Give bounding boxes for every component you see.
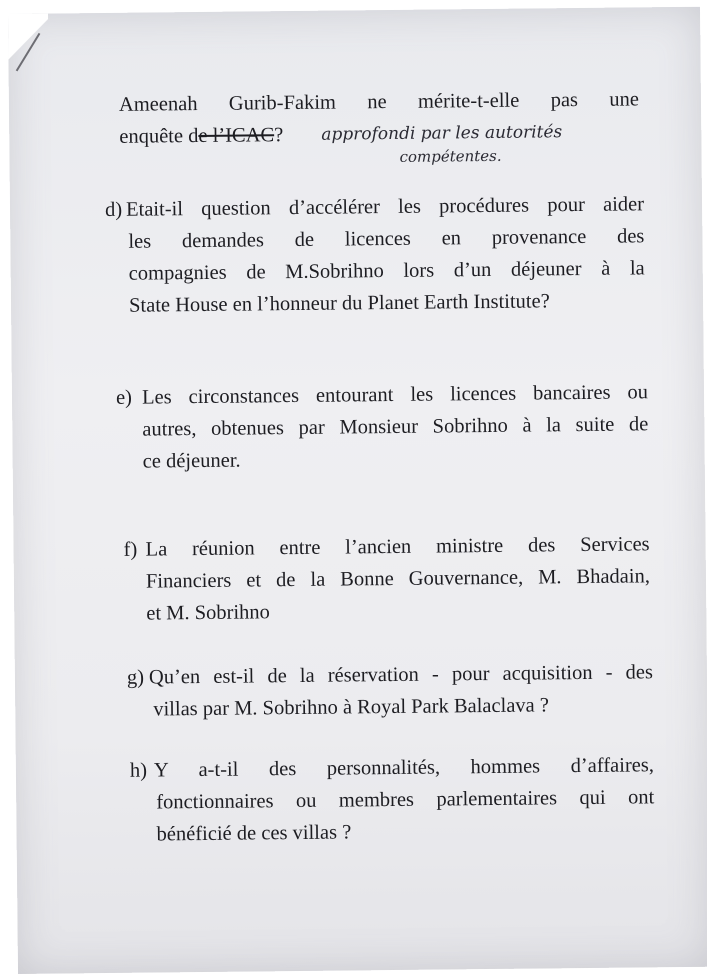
item-h-label: h) xyxy=(129,759,148,782)
item-h-line: fonctionnaires ou membres parlementaires qui ont xyxy=(156,786,655,814)
intro-line-2-prefix: enquête d xyxy=(119,125,199,148)
item-g-text xyxy=(149,656,653,693)
handwritten-note-1: approfondi par les autorités xyxy=(321,122,563,145)
item-e-text xyxy=(142,376,649,477)
item-h-line: Y a-t-il des personnalités, hommes d’affaires, xyxy=(153,754,655,782)
item-f-text xyxy=(145,528,650,629)
item-f-line: La réunion entre l’ancien ministre des Services xyxy=(145,533,650,561)
item-d-line: les demandes de licences en provenance des xyxy=(128,225,645,253)
item-d-text-cont xyxy=(128,220,645,321)
intro-line-1: Ameenah Gurib-Fakim ne mérite-t-elle pas une xyxy=(118,88,640,116)
item-g-label: g) xyxy=(126,666,145,689)
handwritten-note-2: compétentes. xyxy=(399,146,502,166)
intro-line-2-suffix: ? xyxy=(274,124,284,147)
item-h-line: bénéficié de ces villas ? xyxy=(156,821,352,846)
item-h-text-cont xyxy=(156,781,655,850)
item-h-text xyxy=(154,749,654,786)
item-g-line: Qu’en est-il de la réservation - pour acquisition - des xyxy=(148,661,654,689)
document-page xyxy=(8,7,707,974)
item-e-line: autres, obtenues par Monsieur Sobrihno à la suite de xyxy=(142,413,649,441)
item-g-line: villas par M. Sobrihno à Royal Park Balaclava ? xyxy=(153,694,550,721)
item-d-label: d) xyxy=(104,198,123,221)
item-d-line: Etait-il question d’accélérer les procédures pour aider xyxy=(125,193,645,221)
item-g-text-cont xyxy=(153,688,653,725)
folded-corner xyxy=(8,14,49,74)
struck-text: e l’ICAC xyxy=(198,124,275,148)
item-f-line: Financiers et de la Bonne Gouvernance, M. Bhadain, xyxy=(145,565,651,593)
item-d-line: State House en l’honneur du Planet Earth Institute? xyxy=(128,290,550,317)
item-f-line: et M. Sobrihno xyxy=(146,601,270,625)
item-f-label: f) xyxy=(123,538,138,561)
item-e-label: e) xyxy=(115,386,133,409)
item-e-line: ce déjeuner. xyxy=(142,449,241,473)
item-d-line: compagnies de M.Sobrihno lors d’un déjeuner à la xyxy=(128,257,645,285)
item-e-line: Les circonstances entourant les licences bancaires ou xyxy=(141,381,649,409)
